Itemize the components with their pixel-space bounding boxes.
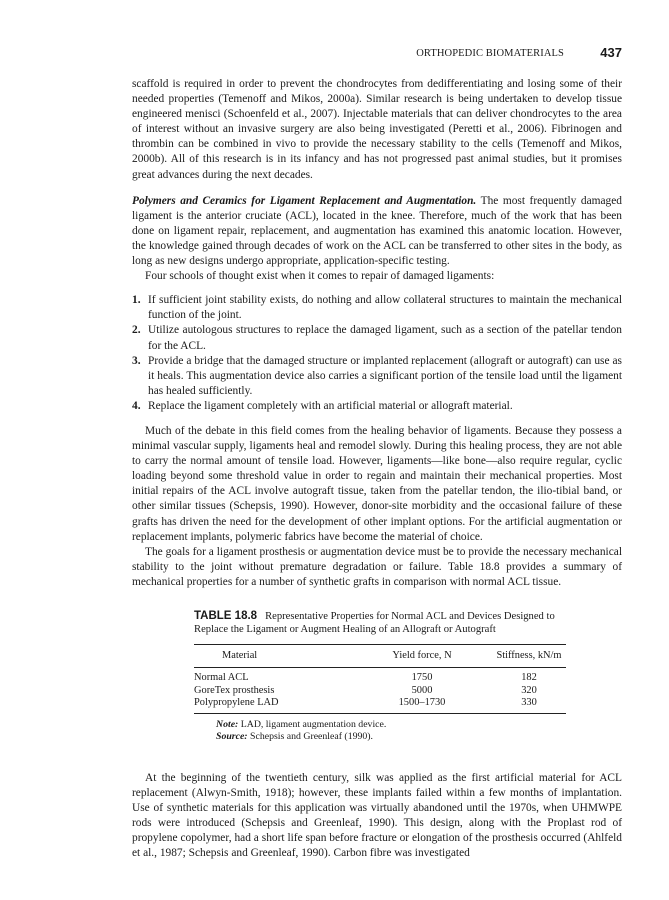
table-row xyxy=(194,667,566,684)
paragraph-text: The most frequently damaged ligament is the anterior cruciate (ACL), located in the knee. Therefore, much of the work that has been done on ligament repair, replacement, and augmentation has examined this anatomic location. However, the knowledge gained through decades of work on the ACL can be transferred to other sites in the body, as long as new designs undergo appropriate, application-specific testing. xyxy=(132,194,622,268)
list-text: Utilize autologous structures to replace the damaged ligament, such as a section of the patellar tendon for the ACL. xyxy=(148,324,622,352)
list-number: 3. xyxy=(132,354,141,367)
paragraph: At the beginning of the twentieth century, silk was applied as the first artificial material for ACL replacement (Alwyn-Smith, 1918); however, these implants failed within a few months of implantation. Use of synthetic materials for this application was virtually abandoned until the 1970s, when UHMWPE rods were introduced (Schepsis and Greenleaf, 1990). This design, along with the Proplast rod of propylene copolymer, had a short life span before fracture or elongation of the prosthesis occurred (Ahlfeld et al., 1987; Schepsis and Greenleaf, 1990). Carbon fibre was investigated xyxy=(132,771,622,860)
table-cell: 1500–1730 xyxy=(398,697,446,709)
table-label: TABLE 18.8 xyxy=(194,610,258,622)
note-text: LAD, ligament augmentation device. xyxy=(240,718,387,730)
table-cell: Polypropylene LAD xyxy=(194,697,279,709)
list-number: 1. xyxy=(132,294,141,307)
column-header-stiffness: Stiffness, kN/m xyxy=(496,649,562,661)
page-header xyxy=(132,45,622,63)
source-text: Schepsis and Greenleaf (1990). xyxy=(250,730,373,742)
list-item xyxy=(132,293,622,323)
list-text: Replace the ligament completely with an artificial material or allograft material. xyxy=(148,399,513,412)
table-cell: Normal ACL xyxy=(194,671,249,683)
column-header-yield-force: Yield force, N xyxy=(392,649,452,661)
list-number: 4. xyxy=(132,399,141,412)
note-label: Note: xyxy=(216,718,239,730)
list-number: 2. xyxy=(132,324,141,337)
table-cell: 182 xyxy=(521,671,537,683)
list-item xyxy=(132,354,622,399)
table-18-8 xyxy=(194,610,566,743)
table-caption-text: Representative Properties for Normal ACL and Devices Designed to Replace the Ligament or Augment Healing of an Allograft or Autograft xyxy=(194,611,555,636)
table-header-row xyxy=(194,644,566,667)
paragraph: scaffold is required in order to prevent the chondrocytes from dedifferentiating and losing some of their needed properties (Temenoff and Mikos, 2000a). Similar research is being undertaken to develop tissue engineered menisci (Schoenfeld et al., 2007). Injectable materials that can deliver chondrocytes to the area of interest without an invasive surgery are also being investigated (Peretti et al., 2006). Fibrinogen and thrombin can be combined in vivo to provide the necessary stability to the cells (Temenoff and Mikos, 2000b). All of this research is in its infancy and has not progressed past animal studies, but it promises great advances during the next decades. xyxy=(132,78,622,181)
page-number: 437 xyxy=(600,45,622,60)
properties-table xyxy=(194,644,566,714)
table-caption xyxy=(194,610,566,637)
paragraph: Four schools of thought exist when it comes to repair of damaged ligaments: xyxy=(145,270,495,283)
table-cell: GoreTex prosthesis xyxy=(194,684,275,696)
paragraph: The goals for a ligament prosthesis or augmentation device must be to provide the necessary mechanical stability to the joint without premature degradation or failure. Table 18.8 provides a summary of mechanical properties for a number of synthetic grafts in comparison with normal ACL tissue. xyxy=(132,545,622,588)
source-label: Source: xyxy=(216,730,248,742)
paragraph: Much of the debate in this field comes from the healing behavior of ligaments. Because they possess a minimal vascular supply, ligaments heal and remodel slowly. During this healing process, they are not able to carry the normal amount of tensile load. However, ligaments—like bone—also require regular, cyclic loading beyond some threshold value in order to regain and maintain their mechanical properties. Most initial repairs of the ACL involve autograft tissue, taken from the patellar tendon, the ilio-tibial band, or other similar tissues (Schepsis, 1990). However, donor-site morbidity and the occasional failure of these grafts has driven the need for the development of other implant options. For the artificial augmentation or replacement implants, polymeric fabrics have become the material of choice. xyxy=(132,424,622,543)
table-notes xyxy=(216,719,566,743)
table-cell: 320 xyxy=(521,684,537,696)
table-cell: 5000 xyxy=(411,684,433,696)
table-row xyxy=(194,697,566,713)
section-paragraph xyxy=(132,194,622,269)
numbered-list xyxy=(132,293,622,414)
list-item xyxy=(132,323,622,353)
table-note xyxy=(216,719,566,731)
table-row xyxy=(194,685,566,698)
column-header-material: Material xyxy=(222,649,258,661)
table-cell: 330 xyxy=(521,697,537,709)
list-text: Provide a bridge that the damaged structure or implanted replacement (allograft or autograft) can use as it heals. This augmentation device also carries a significant portion of the tensile load until the ligament has healed sufficiently. xyxy=(148,354,622,397)
run-in-heading: Polymers and Ceramics for Ligament Replacement and Augmentation. xyxy=(132,194,477,207)
list-text: If sufficient joint stability exists, do nothing and allow collateral structures to maintain the mechanical function of the joint. xyxy=(148,294,622,322)
running-title: ORTHOPEDIC BIOMATERIALS xyxy=(416,48,564,59)
list-item xyxy=(132,399,622,414)
table-source xyxy=(216,731,566,743)
page-body xyxy=(132,77,622,861)
table-cell: 1750 xyxy=(411,671,433,683)
